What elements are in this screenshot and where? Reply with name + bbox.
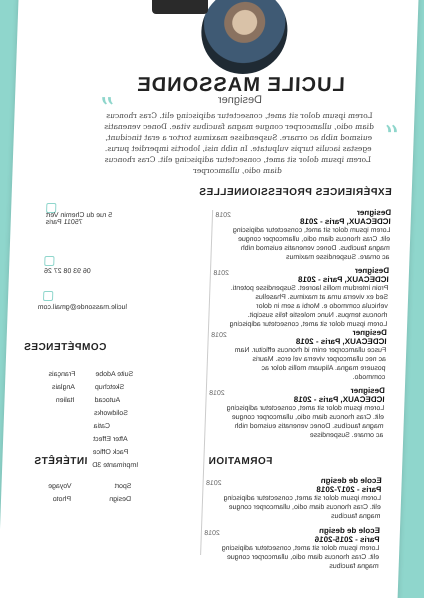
language-item: Anglais: [51, 384, 76, 391]
email-icon: [43, 291, 53, 301]
exp-4-company: ICDECAUX, Paris - 2018: [293, 395, 385, 404]
exp-4-text: Lorem ipsum dolor sit amet, consectetur adipiscing elit. Cras rhoncus diam odio, ullamcorper congue magna faucibus. Donec venenatis euismod nibh ac ornare. Suspendisse: [226, 405, 385, 439]
candidate-name: LUCILE MASSONDE: [135, 74, 346, 96]
exp-1-company: ICDECAUX, Paris - 2018: [299, 217, 391, 226]
exp-4-year: 2018: [209, 390, 225, 397]
exp-3-company: ICDECAUX, Paris - 2018: [295, 337, 387, 346]
phone-icon: [44, 256, 54, 266]
edu-1-year: 2018: [205, 480, 222, 487]
software-item: Solidworks: [93, 410, 129, 417]
edu-2-place: Paris - 2015-2016: [314, 535, 380, 544]
address-line1: 5 rue du Chemin Vert: [45, 212, 113, 219]
languages-list: [47, 368, 75, 407]
exp-2-text: Proin interdum mollis laoreet. Suspendisse potenti. Sed ex viverra urna at maximus. Phasellus vehicula commodo e. Morbi a sem in dolor rhoncus tempus. Nunc molestie felis suscipit. Lorem ipsum dolor sit amet, consectetur adipiscing: [229, 285, 389, 328]
edu-2-text: Lorem ipsum dolor sit amet, consectetur adipiscing elit. Cras rhoncus diam odio, ullamcorper congue magna faucibus: [221, 545, 380, 570]
exp-4: [225, 386, 385, 440]
contact-phone: 06 93 08 27 26: [43, 268, 91, 275]
software-item: Imprimante 3D: [92, 462, 139, 469]
exp-4-title: Designer: [350, 386, 385, 395]
software-item: Pack Office: [92, 449, 129, 456]
experience-heading: EXPÉRIENCES PROFESSIONNELLES: [198, 187, 392, 198]
edu-2-year: 2018: [204, 530, 220, 537]
exp-3-text: Fusce ullamcorper enim id rhoncus efficitur. Nam ac nec ullamcorper viverra vel eros. Mauris posuere magna. Aliquam mollis dolor ac commodo.: [234, 347, 387, 381]
software-item: Catia: [93, 423, 111, 430]
candidate-role: Designer: [217, 94, 263, 106]
edu-1-text: Lorem ipsum dolor sit amet, consectetur adipiscing elit. Cras rhoncus diam odio, ullamcorper congue magna faucibus: [223, 495, 382, 520]
edu-1: [222, 476, 382, 521]
language-item: Italien: [55, 397, 75, 404]
profile-photo: [200, 0, 289, 74]
interest-item: Sport: [114, 483, 132, 490]
quote-close-icon: ”: [98, 92, 116, 127]
edu-1-title: Ecole de design: [320, 476, 382, 485]
software-item: Sketchup: [94, 384, 125, 391]
interests-col1: [47, 480, 71, 506]
interest-item: Voyage: [48, 483, 72, 490]
edu-2-title: Ecole de design: [318, 526, 381, 535]
skills-heading: COMPÉTENCES: [23, 342, 107, 353]
exp-2-company: ICDECAUX, Paris - 2018: [297, 275, 389, 284]
exp-2: [229, 266, 389, 329]
profile-summary: Lorem ipsum dolor sit amet, consectetur adipiscing elit. Cras rhoncus diam odio, ullamcorper congue magna faucibus vitae. Donec venenatis euismod nibh ac ornare. Suspendisse maximus tortor a erat tincidunt, egestas iaculis turpis vulputate. In nibh nisi, lobortis imperdiet purus. Lorem ipsum dolor sit amet, consectetur adipiscing elit. Cras rhoncus diam odio, ullamcorper: [104, 111, 375, 175]
quote-open-icon: “: [383, 120, 401, 155]
exp-3: [227, 328, 387, 382]
exp-1-text: Lorem ipsum dolor sit amet, consectetur adipiscing elit. Cras rhoncus diam odio, ullamcorper congue magna faucibus. Donec venenatis euismod nibh ac ornare. Suspendisse maximus: [232, 227, 391, 261]
software-item: Autocad: [94, 397, 121, 404]
interest-item: Photo: [52, 496, 72, 503]
contact-email[interactable]: lucile.massonde@gmail.com: [37, 304, 128, 311]
education-heading: FORMATION: [207, 456, 273, 467]
exp-2-year: 2018: [213, 270, 230, 277]
software-item: Suite Adobe: [95, 371, 134, 378]
exp-1-year: 2018: [215, 212, 232, 219]
edu-1-place: Paris - 2017-2018: [316, 485, 382, 494]
interests-heading: INTÉRÊTS: [33, 456, 88, 467]
exp-2-title: Designer: [354, 266, 390, 275]
contact-address: [46, 212, 156, 226]
exp-3-year: 2018: [211, 332, 227, 339]
interests-col2: [109, 480, 132, 506]
exp-1: [231, 208, 391, 262]
exp-3-title: Designer: [352, 328, 388, 337]
interest-item: Design: [109, 496, 132, 503]
edu-2: [221, 526, 381, 571]
address-line2: 75011 Paris: [45, 219, 83, 226]
software-item: After Effect: [93, 436, 128, 443]
software-list: [92, 368, 166, 472]
exp-1-title: Designer: [356, 208, 392, 217]
binder-clip-icon: [152, 0, 208, 14]
timeline-line: [200, 210, 213, 555]
language-item: Français: [48, 371, 76, 378]
